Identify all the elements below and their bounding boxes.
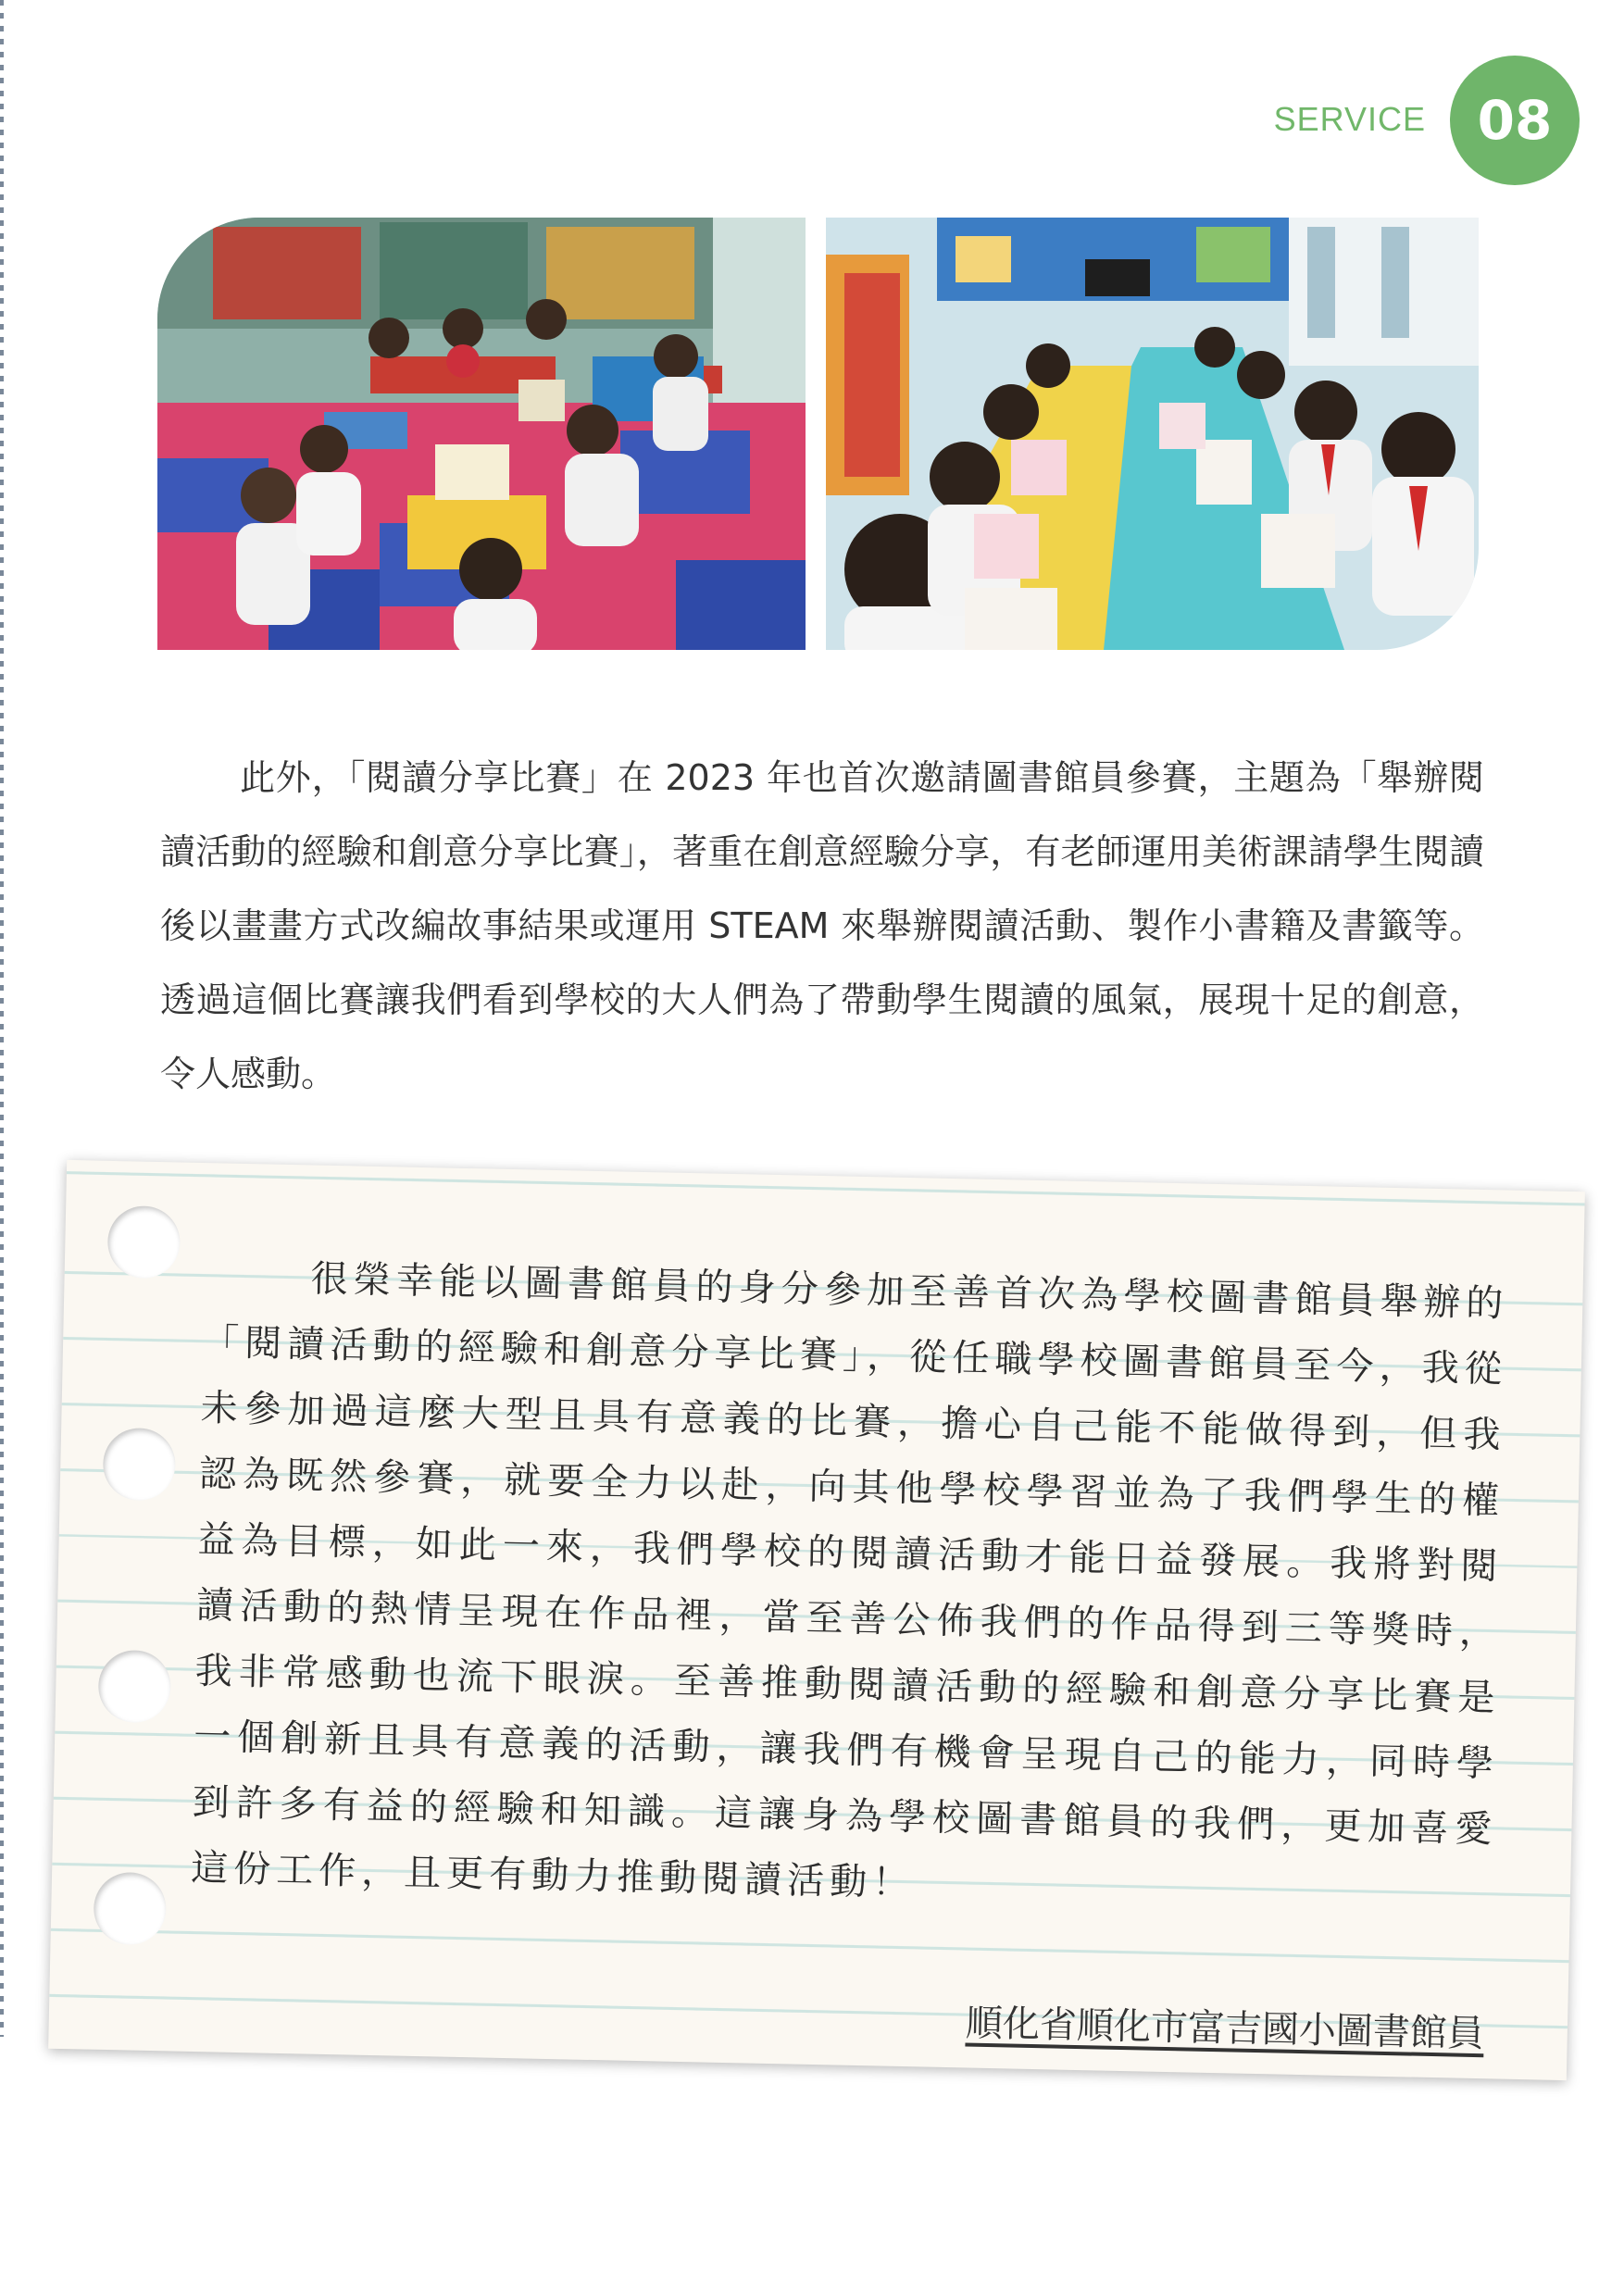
page-number-badge: 08 — [1450, 56, 1580, 185]
testimonial-signature: 順化省順化市富吉國小圖書館員 — [965, 2002, 1485, 2056]
binding-edge — [0, 0, 4, 2037]
testimonial-quote: 很榮幸能以圖書館員的身分參加至善首次為學校圖書館員舉辦的「閱讀活動的經驗和創意分享比賽」，從任職學校圖書館員至今，我從未參加過這麼大型且具有意義的比賽，擔心自己能不能做得到，但我認為既然參賽，就要全力以赴，向其他學校學習並為了我們學生的權益為目標，如此一來，我們學校的閱讀活動才能日益發展。我將對閱讀活動的熱情呈現在作品裡，當至善公佈我們的作品得到三等獎時，我非常感動也流下眼淚。至善推動閱讀活動的經驗和創意分享比賽是一個創新且具有意義的活動，讓我們有機會呈現自己的能力，同時學到許多有益的經驗和知識。這讓身為學校圖書館員的我們，更加喜愛這份工作，且更有動力推動閱讀活動！ — [190, 1257, 1509, 1905]
photo-students-holding-books — [826, 218, 1479, 650]
photo-students-reading-library — [157, 218, 806, 650]
binder-hole — [103, 1428, 177, 1502]
binder-hole — [98, 1650, 172, 1724]
testimonial-note — [48, 1160, 1585, 2080]
binder-hole — [107, 1205, 181, 1279]
note-paper — [48, 1160, 1585, 2080]
body-paragraph: 此外，「閱讀分享比賽」在 2023 年也首次邀請圖書館員參賽，主題為「舉辦閱讀活動的經驗和創意分享比賽」，著重在創意經驗分享，有老師運用美術課請學生閱讀後以畫畫方式改編故事結果或運用 STEAM 來舉辦閱讀活動、製作小書籍及書籤等。透過這個比賽讓我們看到學校的大人們為了帶動學生閱讀的風氣，展現十足的創意，令人感動。 — [160, 757, 1484, 1094]
section-label: SERVICE — [1273, 100, 1426, 138]
binder-hole — [94, 1872, 168, 1946]
